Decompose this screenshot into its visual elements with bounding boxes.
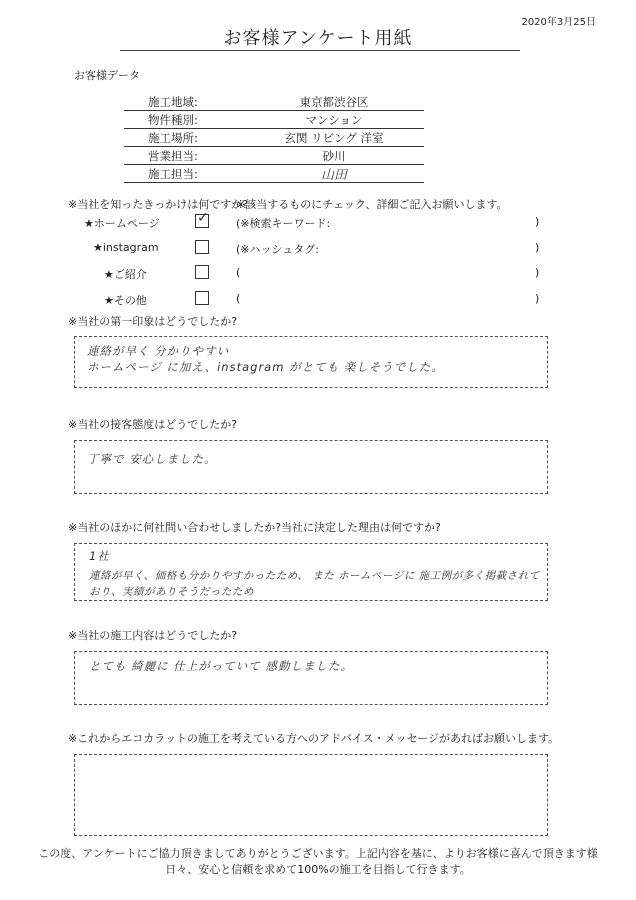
q5-heading: ※当社の施工内容はどうでしたか? [68,629,238,642]
info-value: 東京都渋谷区 [299,95,369,109]
checkbox-other[interactable] [195,291,209,305]
q3-answer-box[interactable] [74,440,548,494]
info-value: マンション [305,113,363,127]
q4-answer-box[interactable] [74,543,548,601]
option-note-keyword: (※検索キーワード: [236,217,331,230]
option-close-paren: ) [535,292,540,305]
option-close-paren: ) [535,266,540,279]
info-value: 玄関 リビング 洋室 [284,131,384,145]
survey-date: 2020年3月25日 [521,17,596,28]
q3-heading: ※当社の接客態度はどうでしたか? [68,418,238,431]
handwritten-answer: 丁寧で 安心しました。 [87,452,217,466]
option-label-other: ★その他 [104,294,147,307]
q1-instruction: ※該当するものにチェック、詳細ご記入お願いします。 [236,198,508,211]
handwritten-answer: とても 綺麗に 仕上がっていて 感動しました。 [89,659,353,673]
handwritten-answer: おり、実績がありそうだったため [89,586,254,598]
info-row-sales-rep [124,146,424,165]
handwritten-answer: ホームページ に加え、instagram がとても 楽しそうでした。 [87,360,444,374]
q1-heading: ※当社を知ったきっかけは何ですか? [68,198,249,211]
info-label: 施工担当: [148,167,198,181]
info-label: 施工地域: [148,95,198,109]
q5-answer-box[interactable] [74,651,548,705]
checkbox-referral[interactable] [195,265,209,279]
option-close-paren: ) [535,241,540,254]
option-label-referral: ★ご紹介 [104,268,147,281]
info-row-property-type [124,110,424,129]
q6-answer-box[interactable] [74,754,548,836]
info-label: 物件種別: [148,113,198,127]
handwritten-answer: 1社 [89,549,110,563]
option-label-homepage: ★ホームページ [84,217,160,230]
footer-message [0,846,636,878]
customer-section-label: お客様データ [74,69,140,82]
info-label: 施工場所: [148,131,198,145]
info-row-area [124,92,424,111]
footer-line-1: この度、アンケートにご協力頂きましてありがとうございます。上記内容を基に、よりお客様に喜んで頂きます様 [38,847,598,860]
checkbox-homepage[interactable] [195,210,209,228]
q6-heading: ※これからエコカラットの施工を考えている方へのアドバイス・メッセージがあればお願いします。 [68,732,560,745]
info-label: 営業担当: [148,149,198,163]
info-value: 砂川 [322,149,346,163]
handwritten-answer: 連絡が早く 分かりやすい [87,344,230,358]
option-close-paren: ) [535,215,540,228]
title-underline [120,50,520,51]
info-row-location [124,128,424,147]
option-label-instagram: ★instagram [93,241,159,254]
option-note-hashtag: (※ハッシュタグ: [236,243,319,256]
q2-answer-box[interactable] [74,336,548,388]
info-row-installer [124,164,424,183]
q4-heading: ※当社のほかに何社問い合わせしましたか?当社に決定した理由は何ですか? [68,521,441,534]
footer-line-2: 日々、安心と信頼を求めて100%の施工を目指して行きます。 [165,863,471,876]
page-title: お客様アンケート用紙 [223,28,413,49]
info-value-handwritten: 山田 [320,168,347,183]
option-note-other: ( [236,292,241,305]
handwritten-answer: 連絡が早く、価格も分かりやすかったため、 また ホームページに 施工例が多く掲載されて [89,570,540,582]
q2-heading: ※当社の第一印象はどうでしたか? [68,315,238,328]
checkmark-icon: ✓ [197,210,209,226]
checkbox-instagram[interactable] [195,240,209,254]
option-note-referral: ( [236,266,241,279]
